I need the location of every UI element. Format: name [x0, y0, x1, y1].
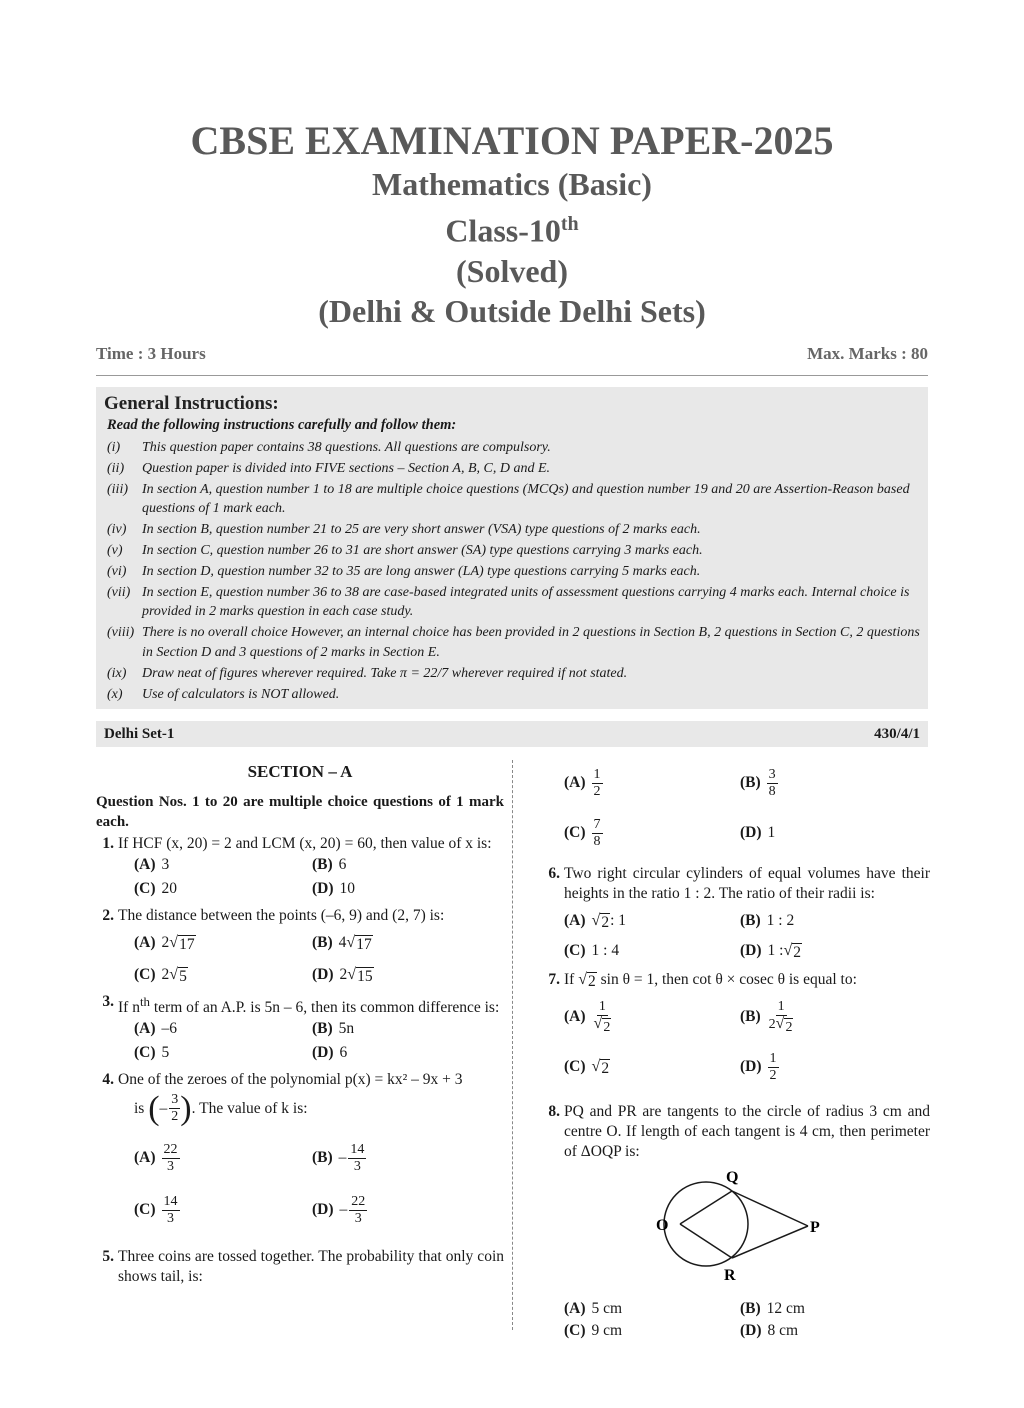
- instruction-item: (ix) Draw neat of figures wherever required. Take π = 22/7 wherever required if not stated.: [107, 665, 628, 681]
- class-title: Class-10th: [445, 212, 579, 249]
- question-2-options: [96, 932, 504, 986]
- instruction-item: (iv) In section B, question number 21 to 25 are very short answer (VSA) type questions of 2 marks each.: [107, 522, 701, 538]
- question-8-options: [542, 1298, 930, 1342]
- instruction-item: (vii) In section E, question number 36 to 38 are case-based integrated units of assessment questions carrying 4 marks each. Internal choice is provided in 2 marks question in each case study.: [107, 584, 910, 620]
- right-column: [542, 760, 930, 1342]
- option-b: (B) 5n: [312, 1020, 355, 1038]
- option-d: (D) – $\frac{22}{3}$: [312, 1193, 366, 1226]
- option-c: (C) 2 √ 5: [134, 966, 187, 985]
- radius-or: [680, 1224, 732, 1258]
- option-b: (B) 1 : 2: [740, 912, 795, 929]
- label-r: R: [724, 1267, 736, 1284]
- instruction-item: (v) In section C, question number 26 to 31 are short answer (SA) type questions carrying 3 marks each.: [107, 543, 703, 559]
- instruction-item: (viii) There is no overall choice However, an internal choice has been provided in 2 questions in Section B, 2 questions in Section C, 2 questions in Section D and 3 questions of 2 marks in Section E.: [107, 625, 920, 660]
- column-divider: [512, 760, 513, 1330]
- question-3-options: [96, 1018, 504, 1064]
- time-label: Time : 3 Hours: [96, 344, 206, 363]
- paper-title: CBSE EXAMINATION PAPER-2025: [190, 118, 834, 163]
- subject-title: Mathematics (Basic): [372, 166, 652, 202]
- option-d: (D) 6: [312, 1044, 348, 1062]
- option-c: (C) 1 : 4: [564, 942, 620, 959]
- header-rule: [96, 375, 928, 376]
- option-d: (D) 1 : √ 2: [740, 942, 801, 961]
- option-c: (C) 20: [134, 880, 178, 897]
- option-b: (B) 4 √ 17: [312, 934, 372, 953]
- question-1-options: [96, 854, 504, 900]
- option-b: (B) 6: [312, 856, 347, 873]
- question-4-line2: is ( – $\frac{3}{2}$ ) . The value of k is:: [134, 1089, 308, 1127]
- option-a: (A) 1 √ 2: [564, 998, 611, 1035]
- option-d: (D) 2 √ 15: [312, 966, 373, 985]
- option-c: (C) $\frac{14}{3}$: [134, 1193, 178, 1226]
- question-4-options: [96, 1135, 504, 1233]
- question-7-options: [542, 994, 930, 1090]
- option-c: (C) √ 2: [564, 1058, 610, 1077]
- question-6: 6. Two right circular cylinders of equal volumes have their heights in the ratio 1 : 2. The ratio of their radii is:: [548, 865, 930, 902]
- set-label: Delhi Set-1: [104, 725, 175, 742]
- meta-row: [96, 344, 928, 364]
- instructions-title: General Instructions:: [104, 393, 279, 414]
- title-block: [0, 118, 1024, 331]
- question-5-options: [542, 760, 930, 856]
- option-b: (B) 12 cm: [740, 1300, 805, 1317]
- option-a: (A) $\frac{1}{2}$: [564, 766, 601, 799]
- option-a: (A) 3: [134, 856, 170, 873]
- option-b: (B) $\frac{3}{8}$: [740, 766, 776, 799]
- option-c: (C) 5: [134, 1044, 170, 1062]
- option-a: (A) 2 √ 17: [134, 934, 195, 953]
- solved-label: (Solved): [456, 252, 568, 289]
- option-a: (A) 5 cm: [564, 1300, 623, 1317]
- section-heading: SECTION – A: [247, 762, 353, 781]
- option-d: (D) 1: [740, 824, 776, 841]
- question-4: 4. One of the zeroes of the polynomial p(x) = kx² – 9x + 3: [102, 1071, 463, 1089]
- question-8: 8. PQ and PR are tangents to the circle of radius 3 cm and centre O. If length of each tangent is 4 cm, then perimeter of ΔOQP is:: [548, 1103, 930, 1160]
- instructions-lead: Read the following instructions carefully and follow them:: [107, 417, 457, 433]
- tangent-pq: [732, 1191, 808, 1226]
- option-b: (B) 1 2 √ 2: [740, 998, 793, 1035]
- option-a: (A) √ 2 : 1: [564, 912, 626, 931]
- set-bar: [96, 721, 928, 747]
- general-instructions-box: [96, 387, 928, 709]
- label-o: O: [656, 1217, 669, 1234]
- circle: [664, 1182, 748, 1266]
- instruction-item: (x) Use of calculators is NOT allowed.: [107, 686, 340, 702]
- sets-label: (Delhi & Outside Delhi Sets): [318, 292, 706, 329]
- max-marks-label: Max. Marks : 80: [807, 344, 928, 363]
- section-instruction: Question Nos. 1 to 20 are multiple choice questions of 1 mark each.: [96, 794, 504, 830]
- question-3: 3. If $n^{th}$ term of an A.P. is 5n – 6, then its common difference is:: [102, 993, 500, 1017]
- instruction-item: (iii) In section A, question number 1 to 18 are multiple choice questions (MCQs) and question number 19 and 20 are Assertion-Reason based questions of 1 mark each.: [107, 481, 910, 517]
- radius-oq: [680, 1191, 732, 1224]
- question-5: 5. Three coins are tossed together. The probability that only coin shows tail, is:: [102, 1248, 504, 1286]
- question-6-options: [542, 910, 930, 962]
- instruction-item: (i) This question paper contains 38 questions. All questions are compulsory.: [107, 440, 551, 455]
- paper-code: 430/4/1: [874, 725, 920, 742]
- option-c: (C) $\frac{7}{8}$: [564, 816, 601, 849]
- label-q: Q: [726, 1169, 739, 1186]
- question-7: 7. If √ 2 sin θ = 1, then cot θ × cosec θ is equal to:: [548, 971, 857, 990]
- question-1: 1. If HCF (x, 20) = 2 and LCM (x, 20) = 60, then value of x is:: [102, 835, 492, 852]
- label-p: P: [810, 1219, 820, 1236]
- instruction-item: (ii) Question paper is divided into FIVE sections – Section A, B, C, D and E.: [107, 460, 551, 476]
- question-2: 2. The distance between the points (–6, 9) and (2, 7) is:: [102, 907, 445, 924]
- option-b: (B) – $\frac{14}{3}$: [312, 1141, 365, 1174]
- option-d: (D) 8 cm: [740, 1322, 799, 1339]
- option-d: (D) $\frac{1}{2}$: [740, 1050, 777, 1083]
- left-column: [96, 760, 504, 1287]
- option-c: (C) 9 cm: [564, 1322, 623, 1339]
- option-d: (D) 10: [312, 880, 356, 897]
- tangent-circle-figure: [622, 1166, 822, 1286]
- option-a: (A) $\frac{22}{3}$: [134, 1141, 178, 1174]
- option-a: (A) –6: [134, 1020, 178, 1038]
- instruction-item: (vi) In section D, question number 32 to 35 are long answer (LA) type questions carrying 5 marks each.: [107, 563, 701, 579]
